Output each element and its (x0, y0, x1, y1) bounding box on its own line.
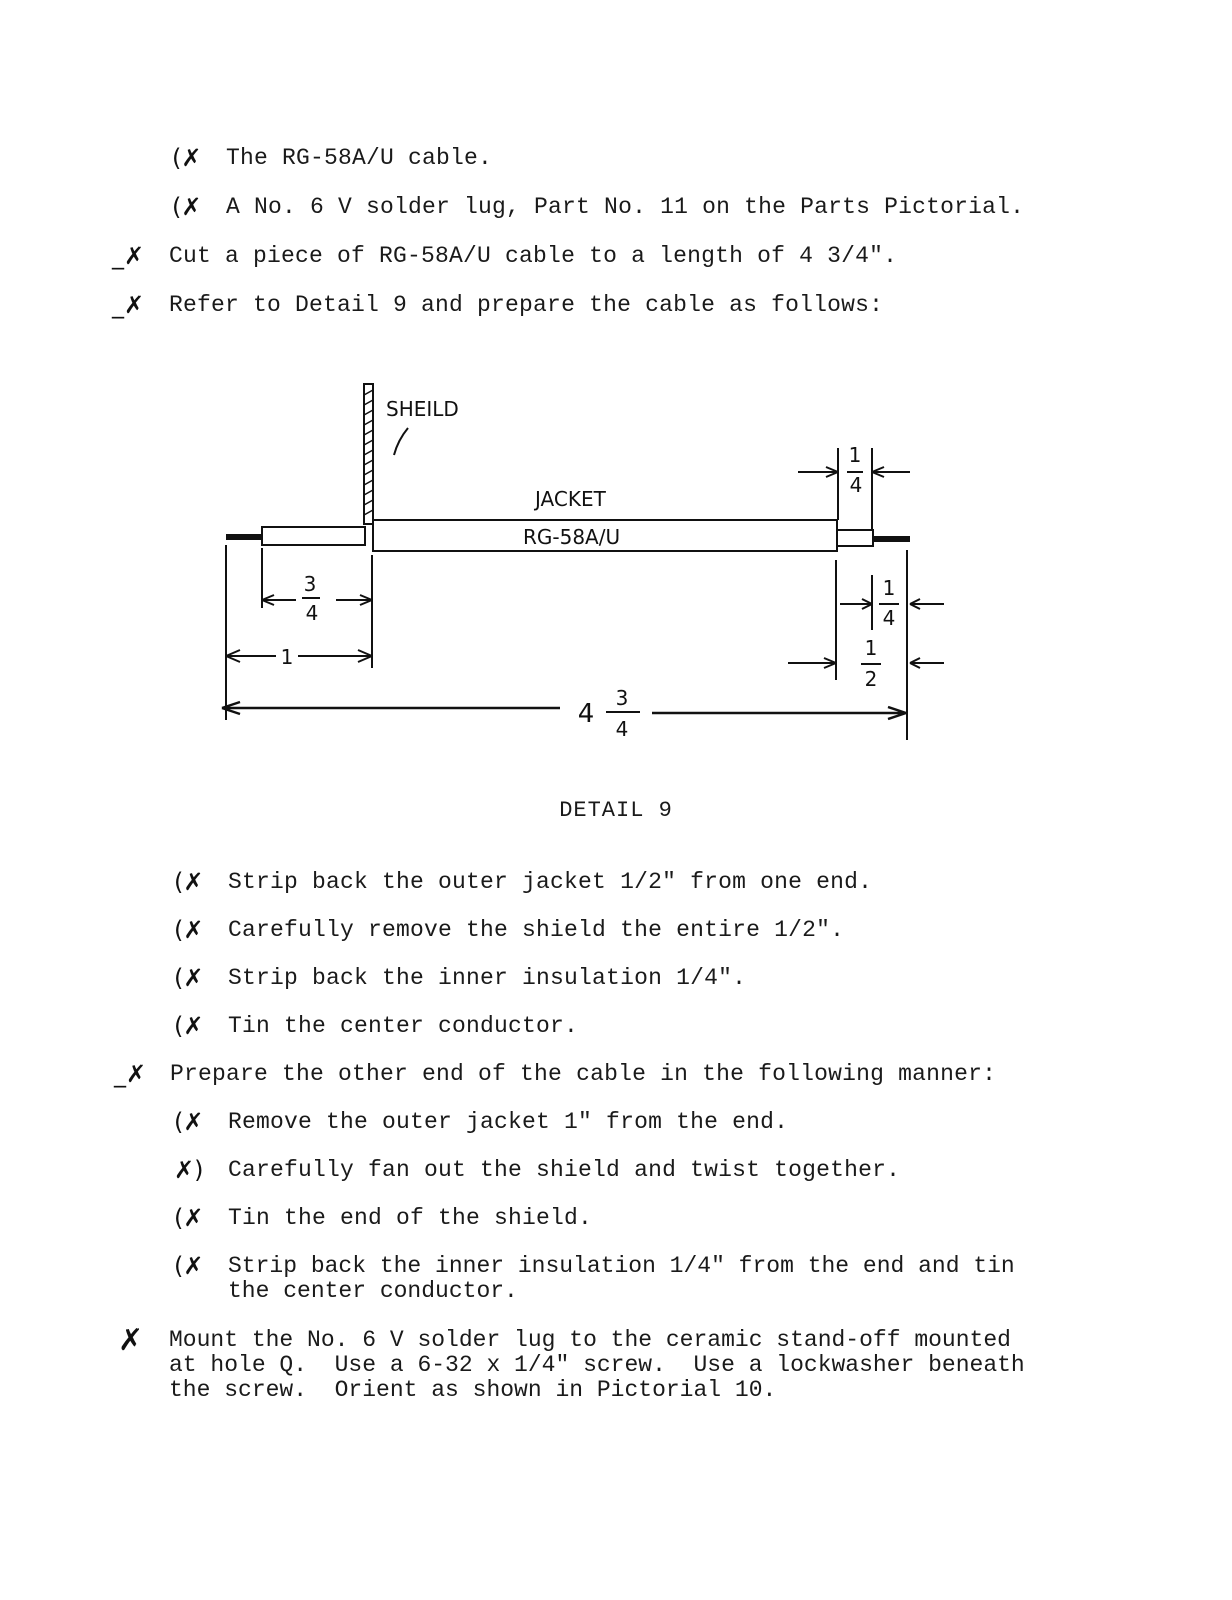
step-strip-inner: Strip back the inner insulation 1/4". (228, 965, 747, 991)
shield-leader (394, 428, 408, 455)
dim-total-num: 3 (615, 686, 629, 710)
shield-label: SHEILD (386, 397, 459, 421)
checkmark-icon: (✗ (172, 144, 202, 172)
dim-right-top-num: 1 (848, 443, 862, 467)
dim-left-inner-den: 4 (305, 601, 319, 625)
left-insulation (262, 527, 365, 545)
cable-type-label: RG-58A/U (523, 525, 621, 549)
checkmark-icon: (✗ (174, 868, 204, 896)
step-tin-shield: Tin the end of the shield. (228, 1205, 593, 1231)
step-remove-jacket: Remove the outer jacket 1" from the end. (228, 1109, 789, 1135)
dim-right-top-den: 4 (849, 473, 863, 497)
dim-right-bot-num: 1 (864, 636, 878, 660)
checkmark-icon: (✗ (174, 1012, 204, 1040)
step-refer-detail: Refer to Detail 9 and prepare the cable as follows: (169, 292, 884, 318)
part-item-cable: The RG-58A/U cable. (226, 145, 493, 171)
checkmark-icon: (✗ (174, 964, 204, 992)
jacket-label: JACKET (535, 487, 606, 511)
step-strip-outer: Strip back the outer jacket 1/2" from one end. (228, 869, 873, 895)
checkmark-icon: _✗ (114, 1060, 147, 1088)
step-remove-shield: Carefully remove the shield the entire 1/2". (228, 917, 845, 943)
checkmark-icon: (✗ (174, 1252, 204, 1280)
checkmark-icon: (✗ (172, 193, 202, 221)
dim-right-mid-den: 4 (882, 606, 896, 630)
dim-right-bot-den: 2 (864, 667, 878, 691)
checkmark-icon: _✗ (112, 242, 145, 270)
checkmark-icon: (✗ (174, 1204, 204, 1232)
step-cut-cable: Cut a piece of RG-58A/U cable to a length of 4 3/4". (169, 243, 898, 269)
step-strip-and-tin: Strip back the inner insulation 1/4" from the end and tin the center conductor. (228, 1253, 1015, 1304)
right-insulation (837, 530, 873, 546)
dim-total-whole: 4 (577, 699, 595, 729)
dim-left-outer: 1 (280, 645, 294, 669)
detail-9-diagram (0, 370, 1232, 770)
checkmark-icon: ✗) (174, 1156, 204, 1184)
dim-total-den: 4 (615, 717, 629, 741)
shield-braid (364, 384, 373, 524)
dim-left-inner-num: 3 (303, 572, 317, 596)
step-tin-conductor: Tin the center conductor. (228, 1013, 579, 1039)
checkmark-icon: (✗ (174, 1108, 204, 1136)
dim-right-mid-num: 1 (882, 576, 896, 600)
checkmark-icon: ✗ (118, 1323, 144, 1358)
step-prepare-other-end: Prepare the other end of the cable in the following manner: (170, 1061, 997, 1087)
checkmark-icon: _✗ (112, 291, 145, 319)
checkmark-icon: (✗ (174, 916, 204, 944)
step-fan-shield: Carefully fan out the shield and twist together. (228, 1157, 901, 1183)
part-item-solder-lug: A No. 6 V solder lug, Part No. 11 on the Parts Pictorial. (226, 194, 1025, 220)
detail-caption: DETAIL 9 (559, 798, 673, 823)
step-mount-lug: Mount the No. 6 V solder lug to the ceramic stand-off mounted at hole Q. Use a 6-32 x 1/4" screw. Use a lockwasher beneath the screw. Orient as shown in Pictorial 10. (169, 1327, 1025, 1403)
